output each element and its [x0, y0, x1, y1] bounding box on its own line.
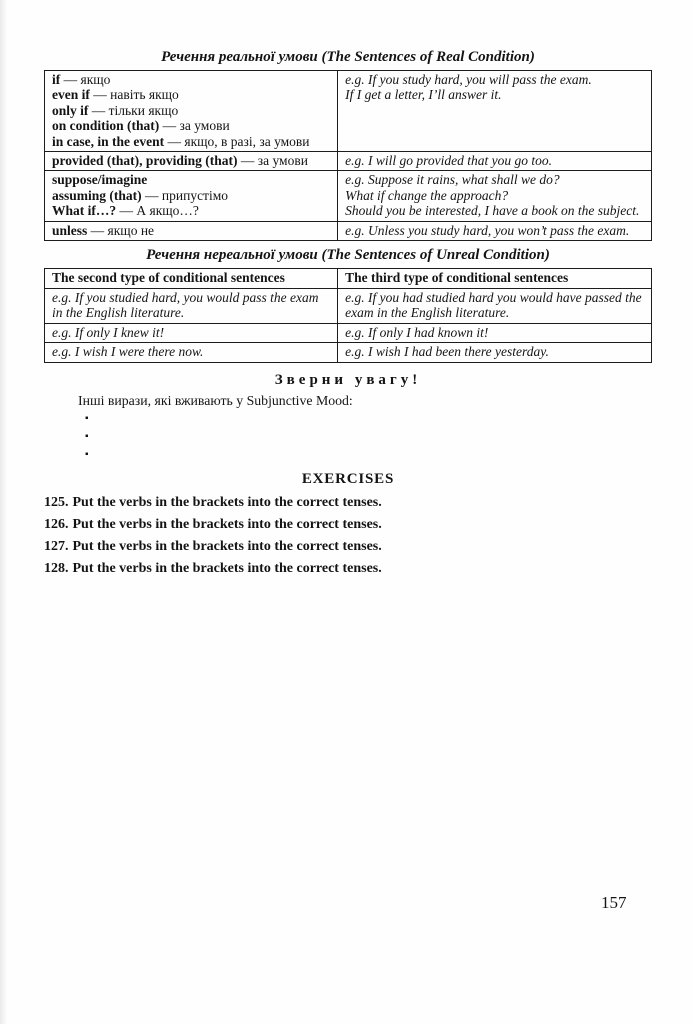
exercise-number: 125.	[44, 494, 69, 510]
real-condition-title: Речення реальної умови (The Sentences of Real Condition)	[161, 49, 535, 65]
note-intro: Інші вирази, які вживають у Subjunctive Mood:	[78, 392, 353, 408]
conjunctions-cell	[45, 171, 338, 221]
text-line: e.g. If only I knew it!	[52, 324, 165, 340]
examples-cell	[338, 221, 652, 240]
square-bullet-icon: ▪	[85, 448, 89, 460]
exercise-instruction: Put the verbs in the brackets into the correct tenses.	[72, 516, 382, 532]
text-line: Should you be interested, I have a book on the subject.	[345, 203, 640, 219]
example-cell	[338, 289, 652, 324]
text-line: unless — якщо не	[52, 222, 155, 238]
text-line: e.g. If you studied hard, you would pass the exam in the English literature.	[52, 290, 319, 321]
text-line: If I get a letter, I’ll answer it.	[345, 87, 502, 103]
text-line: e.g. I will go provided that you go too.	[345, 153, 553, 169]
exercise-128	[44, 560, 652, 577]
exercise-instruction: Put the verbs in the brackets into the correct tenses.	[72, 494, 382, 510]
table-row	[45, 171, 652, 221]
unreal-condition-table	[44, 268, 652, 363]
example-cell	[45, 323, 338, 342]
text-line: What if change the approach?	[345, 187, 509, 203]
text-line: e.g. If you had studied hard you would have passed the exam in the English literature.	[345, 290, 642, 321]
conjunctions-cell	[45, 71, 338, 152]
textbook-page	[44, 48, 652, 577]
table-row	[45, 221, 652, 240]
real-condition-table	[44, 70, 652, 241]
note-bullet	[85, 427, 652, 445]
text-line: e.g. If you study hard, you will pass the exam.	[345, 72, 592, 87]
exercise-127	[44, 538, 652, 555]
note-bullet-list	[44, 409, 652, 463]
exercise-number: 128.	[44, 560, 69, 576]
note-bullet	[85, 445, 652, 463]
exercise-instruction: Put the verbs in the brackets into the correct tenses.	[72, 538, 382, 554]
exercise-125	[44, 494, 652, 511]
scan-edge-shadow	[0, 0, 7, 1024]
page-number: 157	[601, 893, 627, 912]
example-cell	[45, 289, 338, 324]
example-cell	[45, 343, 338, 362]
text-line: on condition (that) — за умови	[52, 118, 230, 134]
example-cell	[338, 323, 652, 342]
exercise-instruction: Put the verbs in the brackets into the correct tenses.	[72, 560, 382, 576]
text-line: What if…? — А якщо…?	[52, 203, 199, 219]
text-line: if — якщо	[52, 72, 111, 87]
text-line: assuming (that) — припустімо	[52, 187, 228, 203]
exercise-heading	[44, 516, 652, 533]
example-cell	[338, 343, 652, 362]
third-type-header: The third type of conditional sentences	[338, 269, 652, 289]
exercise-heading	[44, 538, 652, 555]
table-row	[45, 343, 652, 362]
text-line: e.g. I wish I had been there yesterday.	[345, 344, 549, 360]
table-row	[45, 323, 652, 342]
text-line: provided (that), providing (that) — за умови	[52, 153, 308, 169]
exercise-number: 127.	[44, 538, 69, 554]
examples-cell	[338, 152, 652, 171]
text-line: e.g. Suppose it rains, what shall we do?	[345, 172, 560, 188]
examples-cell	[338, 71, 652, 152]
table-header-row	[45, 269, 652, 289]
text-line: even if — навіть якщо	[52, 87, 179, 103]
text-line: suppose/imagine	[52, 172, 148, 188]
unreal-condition-title: Речення нереальної умови (The Sentences of Unreal Condition)	[146, 247, 550, 264]
table-row	[45, 71, 652, 152]
examples-cell	[338, 171, 652, 221]
table-row	[45, 152, 652, 171]
text-line: e.g. If only I had known it!	[345, 324, 489, 340]
conjunctions-cell	[45, 152, 338, 171]
attention-heading: Зверни увагу!	[274, 371, 422, 388]
exercise-heading	[44, 494, 652, 511]
conjunctions-cell	[45, 221, 338, 240]
note-bullet	[85, 409, 652, 427]
text-line: in case, in the event — якщо, в разі, за умови	[52, 133, 310, 149]
exercises-heading: EXERCISES	[301, 470, 395, 487]
table-row	[45, 289, 652, 324]
exercise-126	[44, 516, 652, 533]
exercise-number: 126.	[44, 516, 69, 532]
text-line: e.g. I wish I were there now.	[52, 344, 204, 360]
exercise-heading	[44, 560, 652, 577]
text-line: e.g. Unless you study hard, you won’t pass the exam.	[345, 222, 630, 238]
second-type-header: The second type of conditional sentences	[45, 269, 338, 289]
square-bullet-icon: ▪	[85, 430, 89, 442]
square-bullet-icon: ▪	[85, 412, 89, 424]
text-line: only if — тільки якщо	[52, 102, 179, 118]
